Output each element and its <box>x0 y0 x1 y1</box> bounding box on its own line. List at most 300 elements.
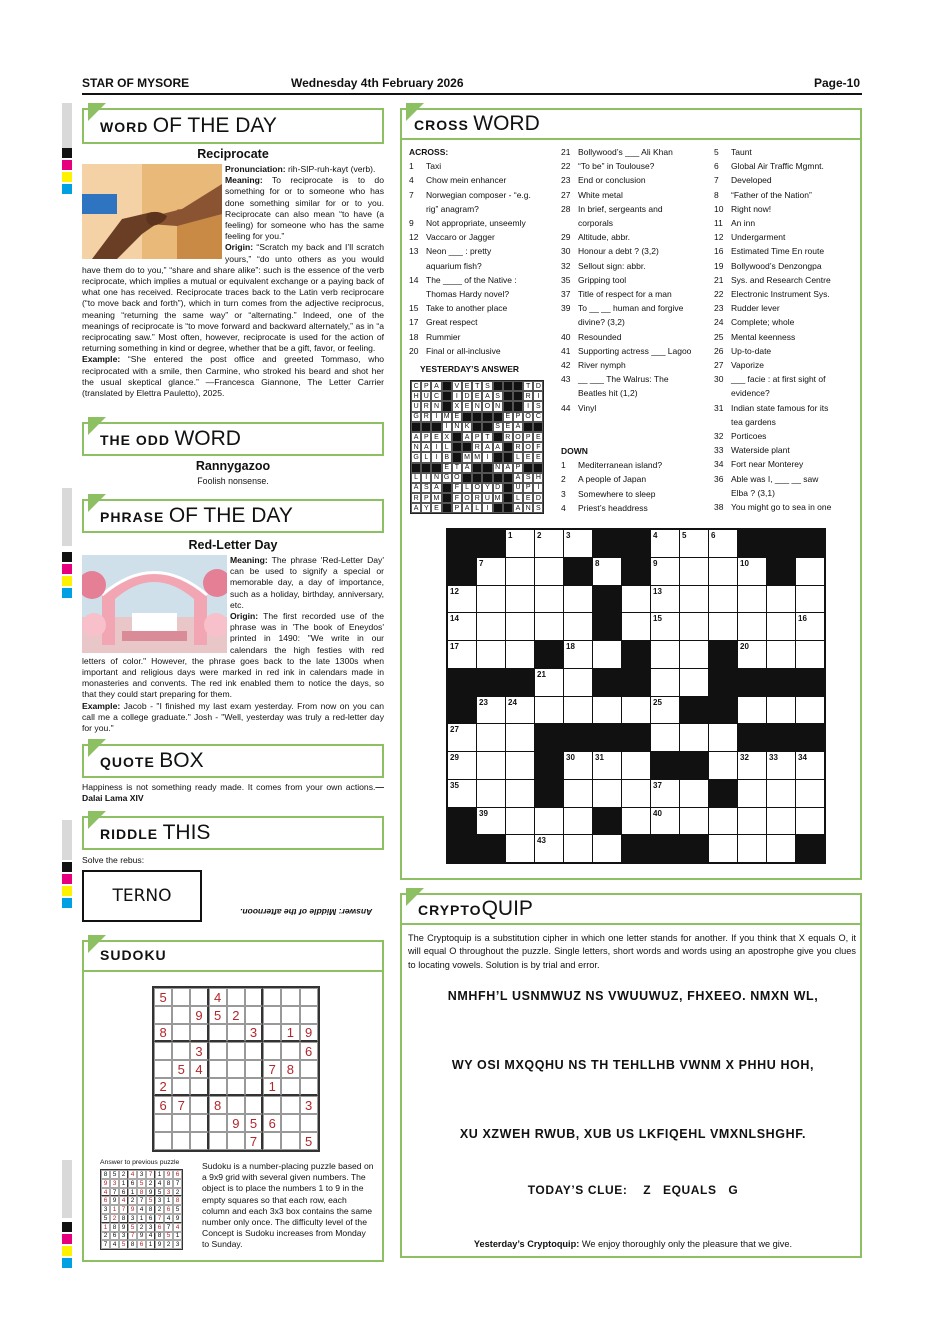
crossword-cell[interactable] <box>738 641 766 668</box>
clue-item: 7 Norwegian composer - “e.g. <box>409 189 531 200</box>
crossword-cell[interactable] <box>535 835 563 862</box>
answer-cell: A <box>462 432 472 442</box>
sudoku-cell[interactable]: 3 <box>190 1042 208 1060</box>
answer-cell: F <box>533 442 543 452</box>
crossword-cell[interactable] <box>593 835 621 862</box>
answer-cell: 1 <box>110 1205 119 1214</box>
crossword-cell[interactable] <box>709 835 737 862</box>
sudoku-cell[interactable] <box>172 1132 190 1150</box>
clue-number: 13 <box>653 586 662 596</box>
sudoku-header <box>82 940 384 972</box>
crossword-cell[interactable] <box>651 724 679 751</box>
crossword-cell[interactable] <box>622 780 650 807</box>
answer-cell <box>503 473 513 483</box>
sudoku-cell[interactable]: 9 <box>300 1024 318 1042</box>
crossword-cell[interactable] <box>796 641 824 668</box>
answer-cell: L <box>513 452 523 462</box>
sudoku-cell[interactable] <box>190 1096 208 1114</box>
answer-cell: M <box>472 452 482 462</box>
crossword-cell[interactable] <box>651 697 679 724</box>
clue-item: 4 Chow mein enhancer <box>409 175 507 186</box>
answer-cell: O <box>482 401 492 411</box>
crossword-cell[interactable] <box>796 613 824 640</box>
crossword-block <box>593 530 621 557</box>
sudoku-cell[interactable] <box>209 1132 227 1150</box>
crossword-cell[interactable] <box>506 724 534 751</box>
sudoku-cell[interactable] <box>209 1114 227 1132</box>
crossword-cell[interactable] <box>564 586 592 613</box>
cryptoquip-title: CRYPTOQUIP <box>418 897 533 920</box>
clue-item: 13 Neon ___ : pretty <box>409 246 492 257</box>
crossword-cell[interactable] <box>651 641 679 668</box>
sudoku-cell[interactable] <box>227 1132 245 1150</box>
crossword-cell[interactable] <box>767 613 795 640</box>
crossword-cell[interactable] <box>738 586 766 613</box>
clue-item: 1 Mediterranean island? <box>561 460 663 471</box>
answer-cell: N <box>411 442 421 452</box>
clue-item: 39 To __ __ human and forgive <box>561 303 684 314</box>
answer-cell: R <box>472 442 482 452</box>
crossword-cell[interactable] <box>767 752 795 779</box>
answer-cell: L <box>462 483 472 493</box>
crossword-cell[interactable] <box>564 780 592 807</box>
answer-cell: N <box>493 463 503 473</box>
crossword-cell[interactable] <box>622 808 650 835</box>
clue-number: 2 <box>537 531 542 540</box>
answer-cell: G <box>411 452 421 462</box>
sudoku-cell[interactable]: 7 <box>263 1060 281 1078</box>
clue-item: 6 Global Air Traffic Mgmnt. <box>714 161 824 172</box>
crossword-cell[interactable] <box>593 558 621 585</box>
sudoku-cell[interactable]: 1 <box>281 1024 299 1042</box>
crossword-block <box>709 669 737 696</box>
answer-cell: 5 <box>128 1223 137 1232</box>
answer-cell: 8 <box>155 1232 164 1241</box>
sudoku-cell[interactable] <box>300 1078 318 1096</box>
sudoku-cell[interactable]: 8 <box>281 1060 299 1078</box>
sudoku-cell[interactable] <box>172 1114 190 1132</box>
clue-number: 6 <box>711 531 716 540</box>
crossword-cell[interactable] <box>796 558 824 585</box>
crossword-cell[interactable] <box>709 724 737 751</box>
crossword-cell[interactable] <box>709 752 737 779</box>
crossword-cell[interactable] <box>477 586 505 613</box>
crossword-cell[interactable] <box>738 613 766 640</box>
answer-cell: 7 <box>137 1196 146 1205</box>
clue-item: 25 Mental keenness <box>714 331 796 342</box>
sudoku-cell[interactable] <box>209 1078 227 1096</box>
sudoku-cell[interactable] <box>263 1024 281 1042</box>
crossword-cell[interactable] <box>767 835 795 862</box>
sudoku-cell[interactable] <box>190 1078 208 1096</box>
sudoku-cell[interactable]: 3 <box>300 1096 318 1114</box>
crossword-cell[interactable] <box>767 697 795 724</box>
clue-number: 5 <box>682 531 687 540</box>
answer-cell <box>442 401 452 411</box>
sudoku-cell[interactable] <box>190 1114 208 1132</box>
crossword-cell[interactable] <box>506 780 534 807</box>
sudoku-cell[interactable] <box>300 1060 318 1078</box>
crossword-cell[interactable] <box>448 780 476 807</box>
sudoku-cell[interactable] <box>263 1096 281 1114</box>
crossword-cell[interactable] <box>709 613 737 640</box>
crossword-cell[interactable] <box>448 586 476 613</box>
answer-cell: 7 <box>110 1188 119 1197</box>
crossword-cell[interactable] <box>564 641 592 668</box>
sudoku-cell[interactable]: 7 <box>172 1096 190 1114</box>
sudoku-cell[interactable] <box>172 1042 190 1060</box>
crossword-block <box>796 669 824 696</box>
corner-accent <box>88 935 106 953</box>
clue-number: 39 <box>479 808 488 818</box>
answer-cell: S <box>493 422 503 432</box>
yesterday-answer-grid <box>410 380 544 514</box>
crossword-cell[interactable] <box>477 558 505 585</box>
clue-number: 33 <box>769 753 778 762</box>
crossword-cell[interactable] <box>738 780 766 807</box>
sudoku-cell[interactable]: 6 <box>154 1096 172 1114</box>
sudoku-cell[interactable] <box>227 1024 245 1042</box>
crossword-cell[interactable] <box>506 808 534 835</box>
answer-cell: R <box>421 412 431 422</box>
answer-cell <box>442 503 452 513</box>
sudoku-cell[interactable] <box>227 1042 245 1060</box>
clue-number: 32 <box>740 753 749 762</box>
sudoku-cell[interactable]: 7 <box>245 1132 263 1150</box>
sudoku-cell[interactable] <box>154 1132 172 1150</box>
sudoku-cell[interactable] <box>209 1024 227 1042</box>
header-rule <box>82 93 862 95</box>
answer-cell: 8 <box>101 1170 110 1179</box>
answer-cell: K <box>462 422 472 432</box>
sudoku-cell[interactable] <box>245 1006 263 1024</box>
sudoku-cell[interactable]: 9 <box>227 1114 245 1132</box>
clue-number: 8 <box>595 558 600 568</box>
crossword-cell[interactable] <box>477 641 505 668</box>
sudoku-cell[interactable] <box>172 1078 190 1096</box>
sudoku-cell[interactable]: 5 <box>172 1060 190 1078</box>
cryptoquip-line-2: WY OSI MXQQHU NS TH TEHLLHB VWNM X PHHU HOH, <box>451 1058 815 1072</box>
sudoku-cell[interactable] <box>281 1078 299 1096</box>
sudoku-cell[interactable] <box>209 1042 227 1060</box>
crossword-cell[interactable] <box>767 586 795 613</box>
crossword-block <box>448 835 476 862</box>
crossword-cell[interactable] <box>535 808 563 835</box>
crossword-cell[interactable] <box>622 586 650 613</box>
answer-cell: 2 <box>128 1196 137 1205</box>
answer-cell <box>472 463 482 473</box>
quote-box-header <box>82 744 384 778</box>
sudoku-cell[interactable] <box>154 1006 172 1024</box>
answer-cell: M <box>462 452 472 462</box>
crossword-cell[interactable] <box>535 530 563 557</box>
crossword-cell[interactable] <box>593 752 621 779</box>
answer-cell: A <box>411 483 421 493</box>
sudoku-grid[interactable] <box>152 986 320 1152</box>
answer-cell: 5 <box>155 1188 164 1197</box>
answer-cell <box>482 422 492 432</box>
sudoku-cell[interactable] <box>245 1096 263 1114</box>
answer-cell: 6 <box>128 1179 137 1188</box>
sudoku-cell[interactable] <box>190 1024 208 1042</box>
sudoku-cell[interactable] <box>227 1078 245 1096</box>
crossword-grid[interactable] <box>446 528 826 864</box>
answer-cell <box>472 422 482 432</box>
sudoku-cell[interactable] <box>172 988 190 1006</box>
crossword-block <box>767 669 795 696</box>
crossword-cell[interactable] <box>680 641 708 668</box>
sudoku-cell[interactable] <box>281 1132 299 1150</box>
clue-item: tea gardens <box>731 416 776 427</box>
crossword-cell[interactable] <box>651 530 679 557</box>
crossword-cell[interactable] <box>593 780 621 807</box>
crossword-cell[interactable] <box>448 613 476 640</box>
answer-cell <box>411 463 421 473</box>
crossword-cell[interactable] <box>738 697 766 724</box>
riddle-title: RIDDLE THIS <box>100 821 211 844</box>
sudoku-cell[interactable]: 3 <box>245 1024 263 1042</box>
sudoku-cell[interactable] <box>281 1096 299 1114</box>
crossword-cell[interactable] <box>680 724 708 751</box>
clue-item: rig” anagram? <box>426 203 479 214</box>
sudoku-cell[interactable] <box>300 988 318 1006</box>
crossword-cell[interactable] <box>738 808 766 835</box>
crossword-cell[interactable] <box>535 613 563 640</box>
crossword-cell[interactable] <box>477 697 505 724</box>
crossword-cell[interactable] <box>738 835 766 862</box>
clue-number: 20 <box>740 642 749 651</box>
answer-cell: B <box>442 452 452 462</box>
crossword-cell[interactable] <box>477 780 505 807</box>
sudoku-cell[interactable] <box>172 1024 190 1042</box>
crossword-cell[interactable] <box>680 613 708 640</box>
answer-cell: 5 <box>119 1240 128 1249</box>
crossword-cell[interactable] <box>767 641 795 668</box>
sudoku-cell[interactable]: 5 <box>245 1114 263 1132</box>
clue-number: 37 <box>653 780 662 790</box>
crossword-cell[interactable] <box>796 697 824 724</box>
sudoku-cell[interactable] <box>209 1060 227 1078</box>
sudoku-cell[interactable] <box>300 1114 318 1132</box>
sudoku-cell[interactable]: 1 <box>263 1078 281 1096</box>
answer-cell <box>503 401 513 411</box>
sudoku-cell[interactable] <box>154 1042 172 1060</box>
clue-item: 28 In brief, sergeants and <box>561 203 663 214</box>
crossword-cell[interactable] <box>767 780 795 807</box>
crossword-cell[interactable] <box>767 808 795 835</box>
crossword-cell[interactable] <box>680 558 708 585</box>
sudoku-cell[interactable] <box>281 988 299 1006</box>
sudoku-cell[interactable]: 4 <box>209 988 227 1006</box>
crossword-cell[interactable] <box>622 613 650 640</box>
sudoku-cell[interactable] <box>245 1078 263 1096</box>
answer-cell <box>462 442 472 452</box>
crossword-cell[interactable] <box>477 752 505 779</box>
answer-cell: U <box>411 401 421 411</box>
answer-cell <box>493 381 503 391</box>
sudoku-cell[interactable] <box>281 1114 299 1132</box>
sudoku-cell[interactable]: 2 <box>227 1006 245 1024</box>
sudoku-cell[interactable]: 9 <box>190 1006 208 1024</box>
crossword-cell[interactable] <box>506 641 534 668</box>
sudoku-cell[interactable] <box>245 1042 263 1060</box>
answer-cell: P <box>472 432 482 442</box>
clue-number: 21 <box>537 669 546 679</box>
sudoku-cell[interactable] <box>190 988 208 1006</box>
crossword-cell[interactable] <box>564 808 592 835</box>
sudoku-cell[interactable]: 5 <box>300 1132 318 1150</box>
crossword-cell[interactable] <box>564 613 592 640</box>
crossword-cell[interactable] <box>796 780 824 807</box>
crossword-cell[interactable] <box>651 613 679 640</box>
sudoku-cell[interactable] <box>227 1060 245 1078</box>
sudoku-cell[interactable] <box>263 1132 281 1150</box>
clue-number: 17 <box>450 642 459 651</box>
crossword-cell[interactable] <box>651 780 679 807</box>
crossword-cell[interactable] <box>622 752 650 779</box>
sudoku-cell[interactable] <box>281 1042 299 1060</box>
sudoku-cell[interactable]: 4 <box>190 1060 208 1078</box>
sudoku-cell[interactable] <box>245 988 263 1006</box>
answer-cell <box>421 422 431 432</box>
answer-cell: O <box>462 493 472 503</box>
crossword-cell[interactable] <box>593 641 621 668</box>
sudoku-cell[interactable] <box>190 1132 208 1150</box>
answer-cell: E <box>452 412 462 422</box>
clue-item: 15 Take to another place <box>409 303 508 314</box>
crossword-block <box>622 530 650 557</box>
crossword-cell[interactable] <box>709 558 737 585</box>
answer-cell: 7 <box>119 1205 128 1214</box>
crossword-cell[interactable] <box>738 558 766 585</box>
answer-cell: A <box>513 473 523 483</box>
sudoku-cell[interactable]: 5 <box>209 1006 227 1024</box>
crossword-cell[interactable] <box>564 835 592 862</box>
crossword-cell[interactable] <box>535 697 563 724</box>
crossword-block <box>651 752 679 779</box>
answer-cell <box>523 422 533 432</box>
answer-cell: L <box>513 493 523 503</box>
crossword-cell[interactable] <box>564 669 592 696</box>
crossword-block <box>680 752 708 779</box>
crossword-cell[interactable] <box>651 586 679 613</box>
clue-item: 12 Undergarment <box>714 232 786 243</box>
sudoku-cell[interactable]: 8 <box>209 1096 227 1114</box>
crossword-cell[interactable] <box>506 697 534 724</box>
crossword-cell[interactable] <box>680 530 708 557</box>
crossword-cell[interactable] <box>709 530 737 557</box>
crossword-cell[interactable] <box>796 586 824 613</box>
answer-cell: 4 <box>110 1240 119 1249</box>
crossword-cell[interactable] <box>477 613 505 640</box>
registration-mark <box>62 160 72 170</box>
crossword-block <box>593 613 621 640</box>
sudoku-cell[interactable]: 6 <box>300 1042 318 1060</box>
registration-mark <box>62 1234 72 1244</box>
crossword-cell[interactable] <box>448 641 476 668</box>
clue-item: 32 Porticoes <box>714 431 767 442</box>
crossword-cell[interactable] <box>796 808 824 835</box>
answer-cell <box>462 412 472 422</box>
crossword-cell[interactable] <box>477 724 505 751</box>
sudoku-cell[interactable]: 5 <box>154 988 172 1006</box>
registration-mark <box>62 588 72 598</box>
registration-mark <box>62 552 72 562</box>
crossword-cell[interactable] <box>564 752 592 779</box>
crossword-cell[interactable] <box>709 586 737 613</box>
page-number: Page-10 <box>814 76 861 90</box>
sudoku-cell[interactable]: 6 <box>263 1114 281 1132</box>
answer-cell: O <box>513 432 523 442</box>
sudoku-cell[interactable]: 2 <box>154 1078 172 1096</box>
sudoku-cell[interactable] <box>263 1006 281 1024</box>
crossword-cell[interactable] <box>564 697 592 724</box>
sudoku-cell[interactable] <box>154 1114 172 1132</box>
answer-cell: 9 <box>173 1214 182 1223</box>
crossword-cell[interactable] <box>593 697 621 724</box>
crossword-cell[interactable] <box>680 780 708 807</box>
registration-mark <box>62 898 72 908</box>
crossword-cell[interactable] <box>535 558 563 585</box>
sudoku-cell[interactable] <box>172 1006 190 1024</box>
corner-accent <box>88 103 106 121</box>
crossword-cell[interactable] <box>506 752 534 779</box>
answer-cell: 1 <box>137 1214 146 1223</box>
crossword-cell[interactable] <box>796 752 824 779</box>
sudoku-cell[interactable] <box>300 1006 318 1024</box>
crossword-cell[interactable] <box>709 808 737 835</box>
sudoku-cell[interactable] <box>227 1096 245 1114</box>
cryptoquip-line-1: NMHFH’L USNMWUZ NS VWUUWUZ, FHXEEO. NMXN WL, <box>447 989 819 1003</box>
crossword-cell[interactable] <box>680 669 708 696</box>
crossword-cell[interactable] <box>535 586 563 613</box>
crossword-cell[interactable] <box>564 530 592 557</box>
sudoku-cell[interactable] <box>263 1042 281 1060</box>
crossword-cell[interactable] <box>680 808 708 835</box>
answer-cell: 7 <box>146 1170 155 1179</box>
crossword-cell[interactable] <box>506 835 534 862</box>
answer-cell: M <box>493 493 503 503</box>
crossword-cell[interactable] <box>506 558 534 585</box>
sudoku-answer-grid <box>100 1169 183 1250</box>
crossword-cell[interactable] <box>506 613 534 640</box>
sudoku-cell[interactable]: 8 <box>154 1024 172 1042</box>
crossword-cell[interactable] <box>535 669 563 696</box>
sudoku-cell[interactable] <box>263 988 281 1006</box>
crossword-cell[interactable] <box>448 724 476 751</box>
clue-item: 36 Able was I, ___ __ saw <box>714 473 819 484</box>
clue-item: 41 Supporting actress ___ Lagoo <box>561 345 692 356</box>
crossword-cell[interactable] <box>506 586 534 613</box>
sudoku-cell[interactable] <box>154 1060 172 1078</box>
sudoku-cell[interactable] <box>245 1060 263 1078</box>
clue-item: aquarium fish? <box>426 260 482 271</box>
crossword-cell[interactable] <box>651 669 679 696</box>
crossword-cell[interactable] <box>680 586 708 613</box>
answer-cell <box>482 473 492 483</box>
crossword-cell[interactable] <box>651 558 679 585</box>
crossword-block <box>738 724 766 751</box>
crossword-cell[interactable] <box>651 808 679 835</box>
crossword-cell[interactable] <box>738 752 766 779</box>
crossword-cell[interactable] <box>477 808 505 835</box>
sudoku-cell[interactable] <box>227 988 245 1006</box>
sudoku-cell[interactable] <box>281 1006 299 1024</box>
crossword-cell[interactable] <box>506 530 534 557</box>
crossword-cell[interactable] <box>448 752 476 779</box>
crossword-cell[interactable] <box>622 697 650 724</box>
answer-cell: 8 <box>137 1188 146 1197</box>
